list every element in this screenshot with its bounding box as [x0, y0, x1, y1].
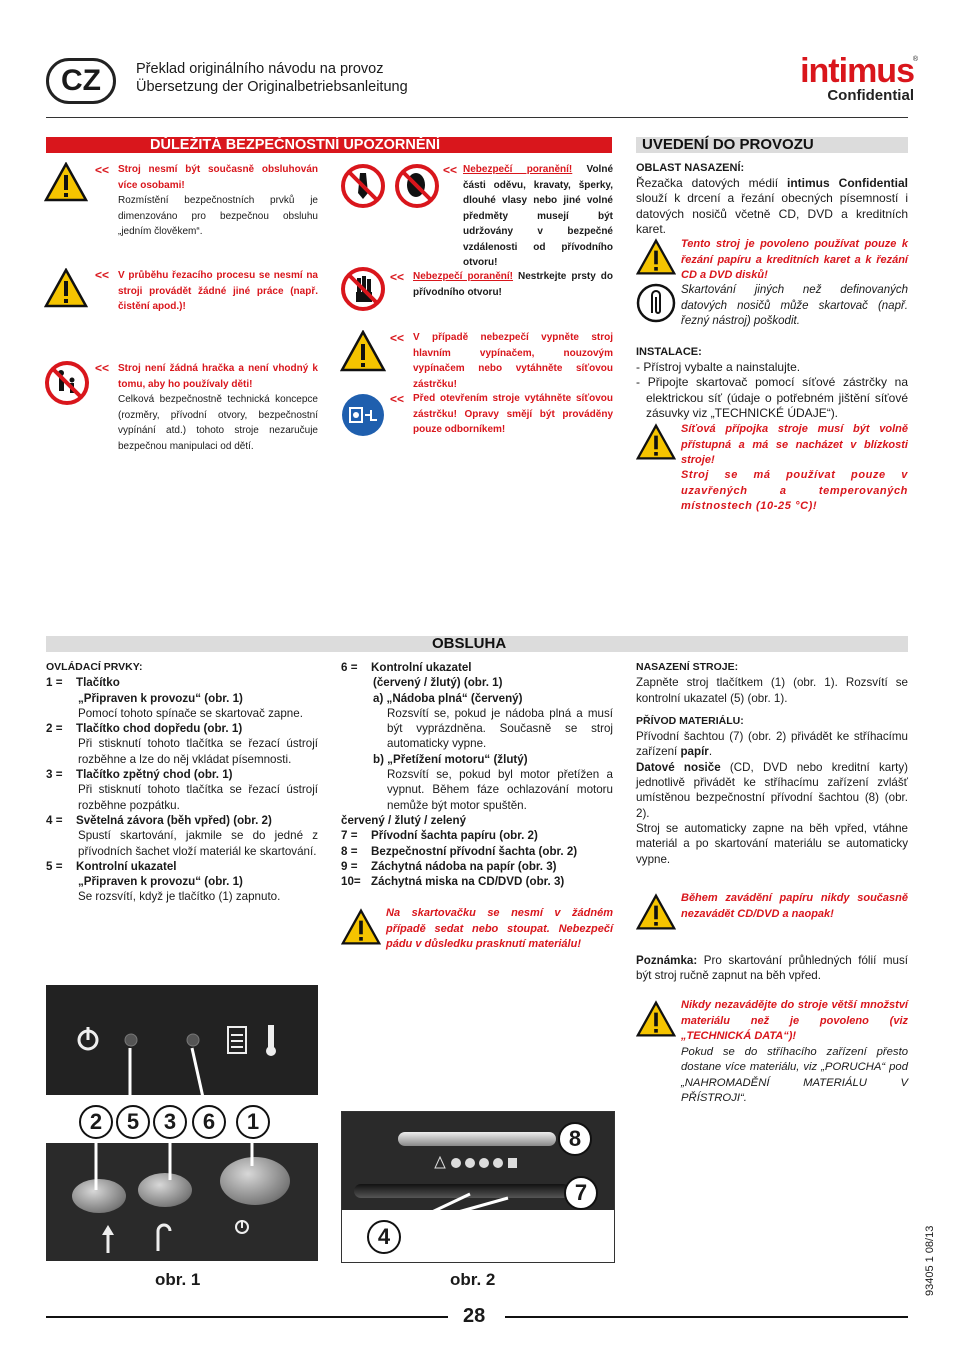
- note-text: Pro skartování průhledných fólií musí být stroj ručně zapnut na běh vpřed.: [636, 954, 908, 983]
- safety-right-3: [413, 330, 613, 392]
- eq: =: [55, 768, 63, 782]
- c4-num: 4: [46, 813, 53, 827]
- install-step-1: Přístroj vybalte a nainstalujte.: [643, 360, 801, 375]
- eq: =: [350, 844, 358, 858]
- warning-triangle-icon: [636, 238, 676, 276]
- startup-warn-2: Síťová přípojka stroje musí být volně přístupná a má se nacházet v blízkosti stroje!: [681, 423, 908, 466]
- marker: <<: [390, 331, 405, 345]
- marker: <<: [95, 163, 110, 177]
- startup-warn-1: Tento stroj je povoleno používat pouze k řezání papíru a kreditních karet a k řezání CD a DVD disků!: [681, 238, 908, 281]
- startup-warn-3: Stroj se má používat pouze v uzavřených a temperovaných místnostech (10-25 °C)!: [681, 469, 908, 512]
- marker: <<: [95, 268, 110, 282]
- c9-title: Záchytná nádoba na papír (obr. 3): [371, 859, 557, 873]
- c6a-text: Rozsvítí se, pokud je nádoba plná a musí být vyprázdněna. Současně se stroj automaticky vypne.: [387, 706, 613, 751]
- safety-left-1-red: Stroj nesmí být současně obsluhován více osobami!: [118, 164, 318, 191]
- c4-text: Spustí skartování, jakmile se do jedné z přívodních šachet vloží materiál ke skartování.: [78, 829, 318, 858]
- warning-triangle-icon: [636, 893, 676, 931]
- no-long-hair-icon: [394, 163, 440, 209]
- footer-rule-left: [46, 1316, 448, 1318]
- logo-word: intimus: [800, 52, 914, 90]
- header-line-1: Překlad originálního návodu na provoz: [136, 61, 384, 77]
- c1-title: Tlačítko: [76, 676, 120, 690]
- logo-registered: ®: [912, 56, 918, 63]
- callout-7: 7: [564, 1176, 598, 1210]
- no-fingers-icon: [340, 266, 386, 312]
- safety-left-3-red: Stroj není žádná hračka a není vhodný k tomu, aby ho používaly děti!: [118, 363, 318, 390]
- c5-text: Se rozsvítí, když je tlačítko (1) zapnuto.: [78, 890, 281, 904]
- callout-6: 6: [192, 1105, 226, 1139]
- startup-title: UVEDENÍ DO PROVOZU: [642, 136, 814, 153]
- operation-warn-r2-text: Pokud se do stříhacího zařízení přesto dostane více materiálu, viz „PORUCHA“ pod „NAHROMADĚNÍ MATERIÁLU V PŘÍSTROJI“.: [681, 1046, 908, 1104]
- install-step-2: Připojte skartovač pomocí síťové zástrčky na elektrickou síť (údaje o potřebném jištění síťové zásuvky viz „TECHNICKÉ ÚDAJE“).: [646, 375, 908, 420]
- startup-title-bar: [636, 137, 908, 153]
- logo-sub: Confidential: [827, 87, 914, 104]
- c1-num: 1: [46, 676, 53, 690]
- c2-title: Tlačítko chod dopředu (obr. 1): [76, 722, 243, 736]
- area-bold: intimus Confidential: [787, 176, 908, 191]
- header-line-2: Übersetzung der Originalbetriebsanleitung: [136, 79, 408, 95]
- area-heading: OBLAST NASAZENÍ:: [636, 162, 745, 174]
- c6a-title: a) „Nádoba plná“ (červený): [373, 691, 523, 705]
- document-code: 93405 1 08/13: [924, 1225, 936, 1296]
- operation-warn-r2: Nikdy nezavádějte do stroje větší množství materiálu než je povoleno (viz „TECHNICKÁ DATA“)!: [681, 999, 908, 1042]
- operation-column-3: NASAZENÍ STROJE: Zapněte stroj tlačítkem (1) (obr. 1). Rozsvítí se kontrolní ukazatel (5) (obr. 1). PŘÍVOD MATERIÁLU: Přívodní šachtou (7) (obr. 2) přivádět ke stříhacímu zařízení papír. Datové nosiče (CD, DVD nebo kreditní karty) jednotlivě přivádět ke stříhacímu zařízení zvlášť umístěnou bezpečnostní přívodní šachtou (8) (obr. 2). Stroj se automaticky zapne na běh vpřed, vtáhne materiál a po skartování materiálu se automaticky vypne.: [636, 661, 908, 866]
- c6-title: Kontrolní ukazatel: [371, 661, 472, 674]
- warning-triangle-icon: [44, 162, 88, 202]
- c5-num: 5: [46, 859, 53, 873]
- safety-left-3: [118, 361, 318, 454]
- feed-text-2: (CD, DVD nebo kreditní karty) jednotlivě přivádět ke stříhacímu zařízení zvlášť umístěnou bezpečnostní přívodní šachtou (8) (obr. 2).: [636, 760, 908, 820]
- c6-colors: červený / žlutý / zelený: [341, 813, 467, 827]
- c10-title: Záchytná miska na CD/DVD (obr. 3): [371, 875, 565, 889]
- feed-bold-2: Datové nosiče: [636, 760, 721, 774]
- note-heading: Poznámka:: [636, 954, 698, 967]
- eq: =: [350, 859, 358, 873]
- callout-2: 2: [79, 1105, 113, 1139]
- feed-text-3: Stroj se automaticky zapne na běh vpřed, vtáhne materiál a po skartování materiálu se automaticky vypne.: [636, 821, 908, 866]
- footer-rule-right: [505, 1316, 908, 1318]
- eq: =: [350, 829, 358, 843]
- safety-right-1-text: Volné části oděvu, kravaty, šperky, dlouhé vlasy nebo jiné volné předměty musejí být udržovány v bezpečné vzdálenosti od přívodního otvoru!: [463, 164, 613, 268]
- feed-text-1: Přívodní šachtou (7) (obr. 2) přivádět ke stříhacímu zařízení: [636, 730, 908, 759]
- eq: =: [350, 661, 358, 674]
- marker: <<: [95, 361, 110, 375]
- warning-triangle-icon: [341, 908, 381, 946]
- c6-num: 6: [341, 661, 348, 674]
- safety-right-1-red: Nebezpečí poranění!: [463, 164, 573, 175]
- operation-warn-r1: Během zavádění papíru nikdy současně nezavádět CD/DVD a naopak!: [681, 892, 908, 920]
- c8-num: 8: [341, 844, 348, 858]
- language-badge: CZ: [46, 58, 116, 104]
- c7-title: Přívodní šachta papíru (obr. 2): [371, 829, 538, 843]
- c3-text: Při stisknutí tohoto tlačítka se řezací ústrojí rozběhne pozpátku.: [78, 783, 318, 812]
- safety-left-1-text: Rozmístění bezpečnostních prvků je dimenzováno pro bezpečnou obsluhu „jedním člověkem“.: [118, 195, 318, 237]
- operation-title-bar: [46, 636, 908, 652]
- controls-heading: OVLÁDACÍ PRVKY:: [46, 661, 143, 673]
- safety-title-bar: [46, 137, 612, 153]
- intimus-logo: [798, 52, 918, 104]
- callout-4: 4: [367, 1220, 401, 1254]
- c8-title: Bezpečnostní přívodní šachta (obr. 2): [371, 844, 578, 858]
- c9-num: 9: [341, 859, 348, 873]
- c5-title: Kontrolní ukazatel: [76, 859, 177, 873]
- safety-left-2: [118, 268, 318, 315]
- warning-triangle-icon: [44, 268, 88, 308]
- startup-install: INSTALACE: - Přístroj vybalte a nainstalujte. - Připojte skartovač pomocí síťové zástrčky na elektrickou síť (údaje o potřebném jištění síťové zásuvky viz „TECHNICKÉ ÚDAJE“).: [636, 346, 908, 420]
- page-number: 28: [463, 1305, 486, 1327]
- area-text-2: slouží k drcení a řezání obecných písemností i datových nosičů včetně CD, DVD a kreditních karet.: [636, 191, 908, 236]
- safety-right-2-text: Nestrkejte prsty do přívodního otvoru!: [413, 271, 613, 298]
- note: [636, 953, 908, 984]
- no-tie-icon: [340, 163, 386, 209]
- c10-num: 10: [341, 875, 354, 889]
- marker: <<: [390, 392, 405, 406]
- fig2-caption: obr. 2: [450, 1270, 496, 1289]
- safety-right-1: [463, 162, 613, 271]
- c2-text: Při stisknutí tohoto tlačítka se řezací ústrojí rozběhne a lze do něj vkládat písemnosti.: [78, 737, 318, 766]
- safety-left-3-text: Celková bezpečnostně technická koncepce (rozměry, přívodní otvory, bezpečnostní vypínání atd.) tohoto stroje nezaručuje bezpečnou manipulaci od dětí.: [118, 394, 318, 452]
- unplug-icon: [340, 392, 386, 438]
- warning-triangle-icon: [636, 423, 676, 461]
- operation-title: OBSLUHA: [432, 635, 507, 652]
- startup-note-1: Skartování jiných než definovaných datových nosičů může skartovač (např. řezný nástroj) poškodit.: [681, 284, 908, 327]
- eq: =: [55, 813, 63, 827]
- c5-sub: „Připraven k provozu“ (obr. 1): [78, 875, 243, 889]
- marker: <<: [390, 270, 405, 284]
- c3-num: 3: [46, 768, 53, 782]
- eq: =: [55, 859, 63, 873]
- no-paperclip-icon: [636, 283, 676, 323]
- callout-1: 1: [236, 1105, 270, 1139]
- feed-heading: PŘÍVOD MATERIÁLU:: [636, 714, 744, 727]
- safety-left-2-red: V průběhu řezacího procesu se nesmí na stroji provádět žádné jiné práce (např. čistění apod.)!: [118, 270, 318, 312]
- startup-area: [636, 161, 908, 237]
- setup-heading: NASAZENÍ STROJE:: [636, 661, 739, 673]
- safety-right-2: [413, 269, 613, 300]
- area-text-1: Řezačka datových médií: [636, 176, 788, 191]
- safety-right-4: [413, 391, 613, 438]
- no-children-icon: [44, 360, 90, 406]
- eq: =: [55, 722, 63, 736]
- marker: <<: [443, 163, 458, 177]
- c6b-text: Rozsvítí se, pokud byl motor přetížen a vypnut. Během fáze ochlazování motoru nemůže být motor spuštěn.: [387, 768, 613, 812]
- c1-text: Pomocí tohoto spínače se skartovač zapne.: [78, 706, 303, 720]
- operation-warn-mid: Na skartovačku se nesmí v žádném případě sedat nebo stoupat. Nebezpečí pádu v důsledku prasknutí materiálu!: [386, 907, 613, 950]
- c4-title: Světelná závora (běh vpřed) (obr. 2): [76, 813, 272, 827]
- eq: =: [353, 875, 361, 889]
- warning-triangle-icon: [340, 330, 386, 372]
- controls-column-1: [46, 660, 318, 905]
- safety-left-1: [118, 162, 318, 240]
- warning-triangle-icon: [636, 1000, 676, 1038]
- safety-right-2-red: Nebezpečí poranění!: [413, 271, 514, 282]
- c2-num: 2: [46, 722, 53, 736]
- setup-text: Zapněte stroj tlačítkem (1) (obr. 1). Rozsvítí se kontrolní ukazatel (5) (obr. 1).: [636, 676, 908, 705]
- callout-3: 3: [153, 1105, 187, 1139]
- c6b-title: b) „Přetížení motoru“ (žlutý): [373, 752, 528, 766]
- c1-sub: „Připraven k provozu“ (obr. 1): [78, 691, 243, 705]
- header-text: [136, 60, 408, 96]
- fig1-caption: obr. 1: [155, 1270, 201, 1289]
- controls-column-2: [341, 660, 613, 889]
- safety-right-4-red: Před otevřením stroje vytáhněte síťovou zástrčku! Opravy smějí být prováděny pouze odborníkem!: [413, 393, 613, 435]
- safety-title: DŮLEŽITÁ BEZPEČNOSTNÍ UPOZORNĚNÍ: [150, 137, 441, 153]
- header-rule: [46, 117, 908, 118]
- eq: =: [55, 676, 63, 690]
- safety-right-3-red: V případě nebezpečí vypněte stroj hlavním vypínačem, nouzovým vypínačem nebo vytáhněte síťovou zástrčku!: [413, 332, 613, 390]
- c7-num: 7: [341, 829, 348, 843]
- c6-sub: (červený / žlutý) (obr. 1): [373, 676, 503, 690]
- install-heading: INSTALACE:: [636, 346, 702, 358]
- callout-8: 8: [558, 1122, 592, 1156]
- c3-title: Tlačítko zpětný chod (obr. 1): [76, 768, 233, 782]
- callout-5: 5: [116, 1105, 150, 1139]
- feed-bold-1: papír: [680, 745, 709, 759]
